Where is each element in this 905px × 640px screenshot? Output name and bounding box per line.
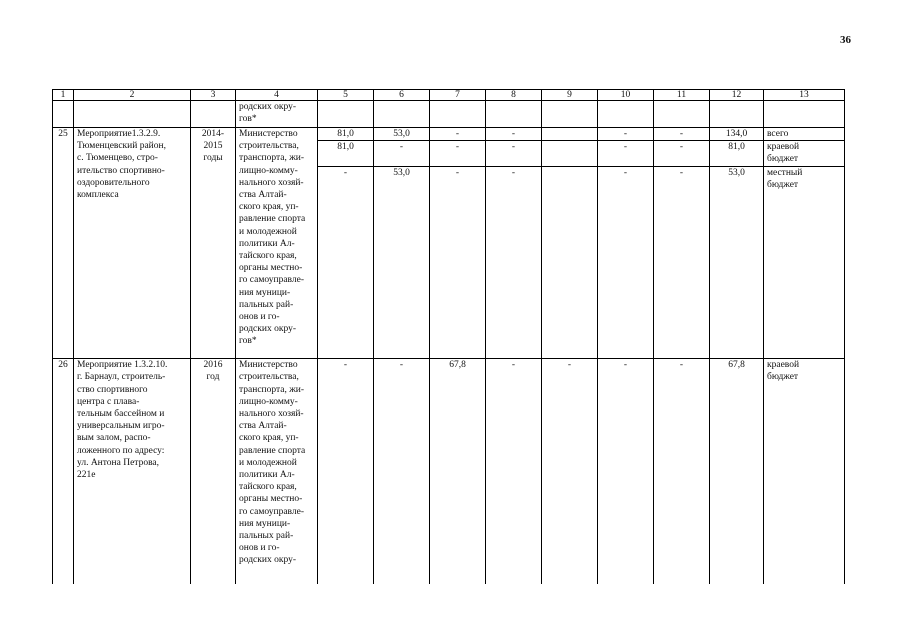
page-number: 36 (840, 34, 851, 46)
value-cell: - (318, 167, 374, 359)
period-cell: 2016 год (191, 359, 236, 584)
measure-name: Мероприятие1.3.2.9. Тюменцевский район, с. Тюменцево, стро- ительство спортивно- оздоровительного комплекса (74, 128, 191, 359)
column-header: 1 (53, 90, 74, 101)
value-cell: - (318, 359, 374, 584)
value-cell: 53,0 (374, 128, 430, 141)
column-header: 5 (318, 90, 374, 101)
column-header: 13 (764, 90, 845, 101)
value-cell: - (486, 141, 542, 167)
executor-cell: Министерство строительства, транспорта, жи- лищно-комму- нального хозяй- ства Алтай- ского края, уп- равление спорта и молодежной политики Ал- тайского края, органы местно- го самоуправле- ния муници- пальных рай- онов и го- родских окру- гов* (236, 128, 318, 359)
value-cell: - (598, 359, 654, 584)
row-number: 26 (53, 359, 74, 584)
value-cell (542, 128, 598, 141)
value-cell: - (654, 128, 710, 141)
value-cell: 81,0 (318, 128, 374, 141)
value-cell: - (430, 141, 486, 167)
funding-source: местный бюджет (764, 167, 845, 359)
column-number-row (53, 90, 845, 101)
value-cell: - (542, 359, 598, 584)
column-header: 12 (710, 90, 764, 101)
value-cell: - (598, 167, 654, 359)
total-cell: 53,0 (710, 167, 764, 359)
funding-source: всего (764, 128, 845, 141)
value-cell: - (486, 128, 542, 141)
value-cell: 67,8 (430, 359, 486, 584)
value-cell: - (430, 128, 486, 141)
value-cell: - (598, 128, 654, 141)
value-cell: - (430, 167, 486, 359)
column-header: 4 (236, 90, 318, 101)
value-cell: 81,0 (318, 141, 374, 167)
value-cell: - (486, 167, 542, 359)
value-cell: - (654, 167, 710, 359)
total-cell: 134,0 (710, 128, 764, 141)
value-cell: 53,0 (374, 167, 430, 359)
column-header: 10 (598, 90, 654, 101)
table-row (53, 359, 845, 584)
funding-source: краевой бюджет (764, 359, 845, 584)
total-cell: 67,8 (710, 359, 764, 584)
executor-cell: Министерство строительства, транспорта, жи- лищно-комму- нального хозяй- ства Алтай- ского края, уп- равление спорта и молодежной политики Ал- тайского края, органы местно- го самоуправле- ния муници- пальных рай- онов и го- родских окру- (236, 359, 318, 584)
value-cell: - (598, 141, 654, 167)
column-header: 3 (191, 90, 236, 101)
continuation-row (53, 101, 845, 128)
program-table (52, 89, 845, 584)
column-header: 2 (74, 90, 191, 101)
column-header: 8 (486, 90, 542, 101)
value-cell: - (654, 359, 710, 584)
column-header: 9 (542, 90, 598, 101)
row-number: 25 (53, 128, 74, 359)
column-header: 7 (430, 90, 486, 101)
measure-name: Мероприятие 1.3.2.10. г. Барнаул, строитель- ство спортивного центра с плава- тельным бассейном и универсальным игро- вым залом, распо- ложенного по адресу: ул. Антона Петрова, 221е (74, 359, 191, 584)
column-header: 6 (374, 90, 430, 101)
value-cell (542, 141, 598, 167)
value-cell: - (374, 141, 430, 167)
value-cell: - (486, 359, 542, 584)
value-cell: - (654, 141, 710, 167)
total-cell: 81,0 (710, 141, 764, 167)
value-cell: - (374, 359, 430, 584)
column-header: 11 (654, 90, 710, 101)
funding-source: краевой бюджет (764, 141, 845, 167)
executor-cell: родских окру- гов* (236, 101, 318, 128)
value-cell (542, 167, 598, 359)
table-row (53, 128, 845, 141)
period-cell: 2014- 2015 годы (191, 128, 236, 359)
